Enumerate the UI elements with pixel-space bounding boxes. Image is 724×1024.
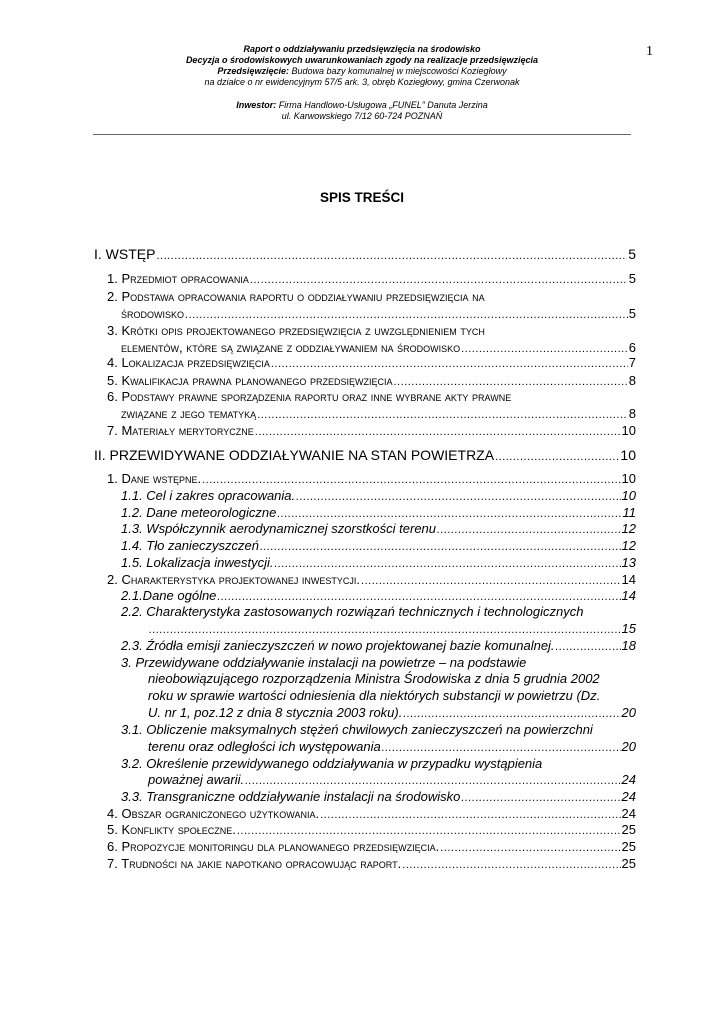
toc-entry: 3.2. Określenie przewidywanego oddziaływania w przypadku wystąpienia (121, 756, 543, 771)
toc-entry: 7. Materiały merytoryczne ..... 10 (107, 423, 636, 439)
toc-entry: ..... 15 (148, 621, 636, 637)
toc-entry: 5. Kwalifikacja prawna planowanego przedsięwzięcia ..... 8 (107, 373, 636, 389)
toc-entry: 1.3. Współczynnik aerodynamicznej szorstkości terenu ..... 12 (121, 521, 636, 537)
header-line-3: Przedsięwzięcie: Budowa bazy komunalnej w miejscowości Koziegłowy (217, 66, 507, 76)
toc-entry: 3. Przewidywane oddziaływanie instalacji na powietrze – na podstawie (121, 655, 527, 670)
page-number: 1 (646, 44, 653, 59)
header-line-5: Inwestor: Firma Handlowo-Usługowa „FUNEL” Danuta Jerzina (236, 100, 488, 110)
header-line-6: ul. Karwowskiego 7/12 60-724 POZNAŃ (281, 111, 443, 121)
toc-entry: 2.3. Źródła emisji zanieczyszczeń w nowo projektowanej bazie komunalnej. ..... 18 (121, 638, 636, 654)
toc-entry: 4. Lokalizacja przedsięwzięcia ..... 7 (107, 355, 636, 371)
toc-entry: II. PRZEWIDYWANE ODDZIAŁYWANIE NA STAN POWIETRZA ..... 10 (94, 447, 636, 463)
header-line-1: Raport o oddziaływaniu przedsięwzięcia na środowisko (243, 44, 481, 54)
toc-entry: związane z jego tematyką ..... 8 (121, 406, 636, 422)
toc-entry: 3.1. Obliczenie maksymalnych stężeń chwilowych zanieczyszczeń na powierzchni (121, 722, 593, 737)
toc-entry: nieobowiązującego rozporządzenia Ministra Środowiska z dnia 5 grudnia 2002 (148, 671, 600, 686)
toc-entry: 1.4. Tło zanieczyszczeń ..... 12 (121, 538, 636, 554)
toc-entry: 1. Przedmiot opracowania ..... 5 (107, 271, 636, 287)
toc-entry: 6. Propozycje monitoringu dla planowanego przedsięwzięcia. ..... 25 (107, 839, 636, 855)
header-line-4: na działce o nr ewidencyjnym 57/5 ark. 3, obręb Koziegłowy, gmina Czerwonak (204, 77, 520, 87)
toc-entry: środowisko ..... 5 (121, 306, 636, 322)
toc-entry: 2. Podstawa opracowania raportu o oddziaływaniu przedsięwzięcia na (107, 289, 485, 304)
toc-entry: 3. Krótki opis projektowanego przedsięwzięcia z uwzględnieniem tych (107, 323, 485, 338)
toc-entry: 1.1. Cel i zakres opracowania. ..... 10 (121, 488, 636, 504)
toc-entry: 5. Konflikty społeczne. ..... 25 (107, 822, 636, 838)
toc-entry: I. WSTĘP ..... 5 (94, 246, 636, 262)
toc-entry: 2.1.Dane ogólne ..... 14 (121, 588, 636, 604)
toc-entry: 2. Charakterystyka projektowanej inwestycji. ..... 14 (107, 572, 636, 588)
header-divider (93, 134, 631, 135)
toc-entry: U. nr 1, poz.12 z dnia 8 stycznia 2003 roku). ..... 20 (148, 705, 636, 721)
toc-entry: 1.2. Dane meteorologiczne ..... 11 (121, 505, 636, 521)
toc-entry: elementów, które są związane z oddziaływaniem na środowisko ..... 6 (121, 340, 636, 356)
toc-entry: terenu oraz odległości ich występowania ..... 20 (148, 739, 636, 755)
toc-entry: 1.5. Lokalizacja inwestycji. ..... 13 (121, 555, 636, 571)
toc-entry: roku w sprawie wartości odniesienia dla niektórych substancji w powietrzu (Dz. (148, 688, 601, 703)
toc-entry: poważnej awarii. ..... 24 (148, 772, 636, 788)
page-title: SPIS TREŚCI (319, 190, 405, 205)
toc-entry: 3.3. Transgraniczne oddziaływanie instalacji na środowisko ..... 24 (121, 789, 636, 805)
toc-entry: 7. Trudności na jakie napotkano opracowując raport. ..... 25 (107, 856, 636, 872)
toc-entry: 6. Podstawy prawne sporządzenia raportu oraz inne wybrane akty prawne (107, 389, 512, 404)
header-line-2: Decyzja o środowiskowych uwarunkowaniach zgody na realizacje przedsięwzięcia (185, 55, 539, 65)
toc-entry: 4. Obszar ograniczonego użytkowania. ..... 24 (107, 806, 636, 822)
toc-entry: 2.2. Charakterystyka zastosowanych rozwiązań technicznych i technologicznych (121, 604, 584, 619)
toc-entry: 1. Dane wstępne. ..... 10 (107, 471, 636, 487)
